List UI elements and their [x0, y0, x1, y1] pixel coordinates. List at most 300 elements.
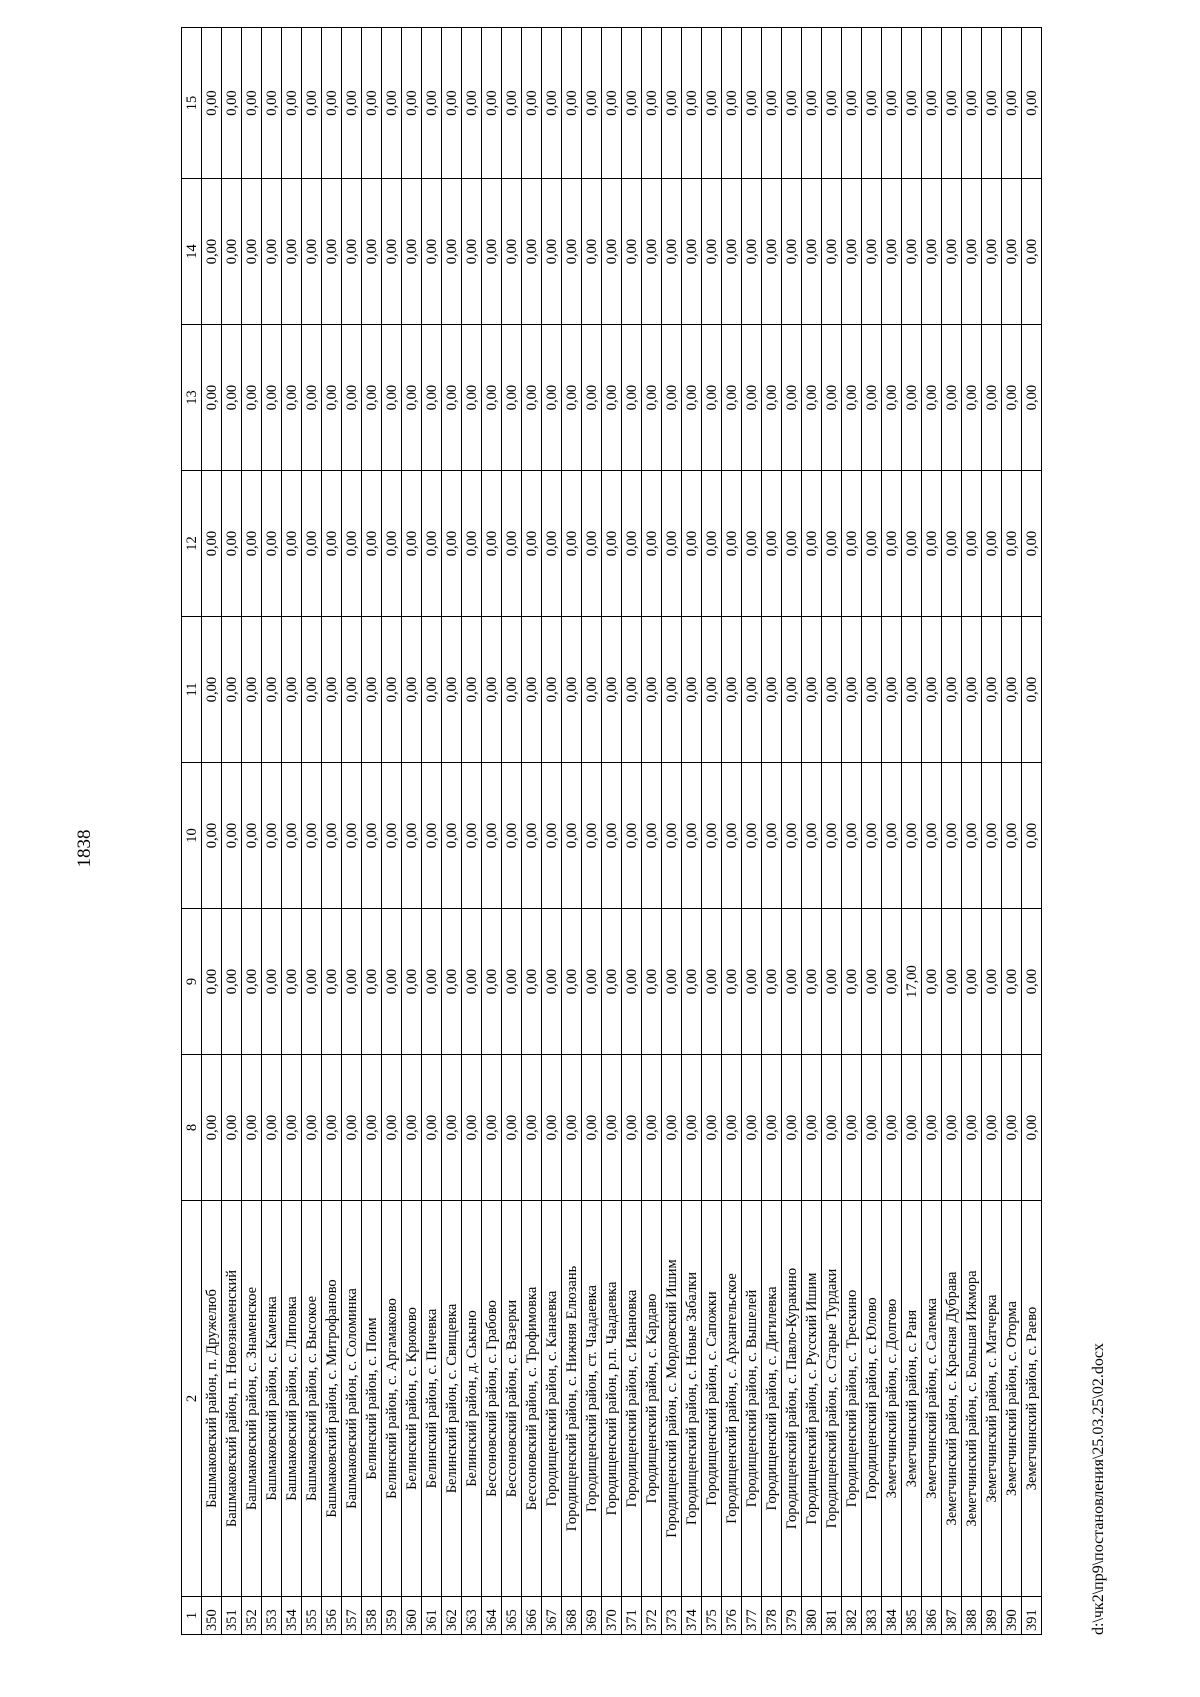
locality-name-cell: Городищенский район, с. Старые Турдаки	[822, 1201, 842, 1597]
value-cell: 0,00	[262, 763, 282, 909]
value-cell: 0,00	[422, 28, 442, 179]
column-header: 15	[182, 28, 202, 179]
value-cell: 0,00	[862, 617, 882, 763]
value-cell: 0,00	[202, 179, 222, 325]
value-cell: 0,00	[362, 909, 382, 1055]
locality-name-cell: Башмаковский район, с. Каменка	[262, 1201, 282, 1597]
value-cell: 0,00	[762, 325, 782, 471]
value-cell: 0,00	[222, 325, 242, 471]
value-cell: 0,00	[822, 471, 842, 617]
value-cell: 0,00	[462, 471, 482, 617]
row-number-cell: 365	[502, 1597, 522, 1635]
value-cell: 0,00	[282, 179, 302, 325]
value-cell: 0,00	[362, 179, 382, 325]
value-cell: 0,00	[502, 763, 522, 909]
value-cell: 0,00	[482, 471, 502, 617]
value-cell: 0,00	[362, 471, 382, 617]
value-cell: 0,00	[682, 1055, 702, 1201]
value-cell: 0,00	[602, 909, 622, 1055]
value-cell: 0,00	[202, 471, 222, 617]
locality-name-cell: Башмаковский район, с. Соломинка	[342, 1201, 362, 1597]
value-cell: 0,00	[942, 1055, 962, 1201]
table-row	[582, 28, 602, 1635]
column-header: 11	[182, 617, 202, 763]
value-cell: 0,00	[442, 909, 462, 1055]
locality-name-cell: Башмаковский район, с. Липовка	[282, 1201, 302, 1597]
value-cell: 0,00	[242, 617, 262, 763]
value-cell: 0,00	[342, 909, 362, 1055]
table-row	[802, 28, 822, 1635]
value-cell: 0,00	[962, 1055, 982, 1201]
table-row	[782, 28, 802, 1635]
value-cell: 0,00	[522, 179, 542, 325]
row-number-cell: 352	[242, 1597, 262, 1635]
value-cell: 0,00	[222, 28, 242, 179]
locality-name-cell: Городищенский район, с. Трескино	[842, 1201, 862, 1597]
value-cell: 0,00	[342, 617, 362, 763]
value-cell: 0,00	[442, 28, 462, 179]
value-cell: 0,00	[562, 1055, 582, 1201]
value-cell: 0,00	[622, 471, 642, 617]
table-row	[702, 28, 722, 1635]
value-cell: 0,00	[342, 179, 362, 325]
value-cell: 0,00	[622, 909, 642, 1055]
row-number-cell: 366	[522, 1597, 542, 1635]
value-cell: 0,00	[502, 909, 522, 1055]
locality-name-cell: Бессоновский район, с. Вазерки	[502, 1201, 522, 1597]
locality-name-cell: Городищенский район, с. Мордовский Ишим	[662, 1201, 682, 1597]
value-cell: 0,00	[462, 1055, 482, 1201]
value-cell: 0,00	[942, 763, 962, 909]
value-cell: 17,00	[902, 909, 922, 1055]
value-cell: 0,00	[422, 909, 442, 1055]
value-cell: 0,00	[722, 763, 742, 909]
value-cell: 0,00	[382, 179, 402, 325]
locality-name-cell: Земетчинский район, с. Раня	[902, 1201, 922, 1597]
value-cell: 0,00	[1002, 909, 1022, 1055]
value-cell: 0,00	[922, 763, 942, 909]
row-number-cell: 375	[702, 1597, 722, 1635]
value-cell: 0,00	[802, 471, 822, 617]
value-cell: 0,00	[842, 28, 862, 179]
row-number-cell: 356	[322, 1597, 342, 1635]
table-row	[622, 28, 642, 1635]
value-cell: 0,00	[682, 763, 702, 909]
table-row	[262, 28, 282, 1635]
value-cell: 0,00	[362, 763, 382, 909]
locality-name-cell: Бессоновский район, с. Грабово	[482, 1201, 502, 1597]
table-row	[822, 28, 842, 1635]
value-cell: 0,00	[462, 28, 482, 179]
value-cell: 0,00	[922, 1055, 942, 1201]
locality-name-cell: Белинский район, с. Аргамаково	[382, 1201, 402, 1597]
row-number-cell: 381	[822, 1597, 842, 1635]
value-cell: 0,00	[822, 28, 842, 179]
value-cell: 0,00	[322, 471, 342, 617]
locality-name-cell: Бессоновский район, с. Трофимовка	[522, 1201, 542, 1597]
value-cell: 0,00	[802, 28, 822, 179]
value-cell: 0,00	[342, 28, 362, 179]
value-cell: 0,00	[762, 617, 782, 763]
column-header: 14	[182, 179, 202, 325]
data-table	[181, 27, 1042, 1635]
value-cell: 0,00	[722, 179, 742, 325]
table-row	[422, 28, 442, 1635]
value-cell: 0,00	[362, 617, 382, 763]
value-cell: 0,00	[942, 325, 962, 471]
row-number-cell: 373	[662, 1597, 682, 1635]
value-cell: 0,00	[662, 28, 682, 179]
value-cell: 0,00	[742, 1055, 762, 1201]
value-cell: 0,00	[882, 28, 902, 179]
value-cell: 0,00	[262, 471, 282, 617]
locality-name-cell: Городищенский район, с. Канаевка	[542, 1201, 562, 1597]
row-number-cell: 382	[842, 1597, 862, 1635]
value-cell: 0,00	[742, 909, 762, 1055]
value-cell: 0,00	[462, 179, 482, 325]
value-cell: 0,00	[742, 179, 762, 325]
value-cell: 0,00	[862, 179, 882, 325]
value-cell: 0,00	[642, 1055, 662, 1201]
locality-name-cell: Городищенский район, р.п. Чаадаевка	[602, 1201, 622, 1597]
value-cell: 0,00	[482, 909, 502, 1055]
footer-file-path: d:\чк2\пр9\постановления\25.03.25\02.docx	[1090, 1343, 1107, 1635]
value-cell: 0,00	[382, 28, 402, 179]
row-number-cell: 376	[722, 1597, 742, 1635]
row-number-cell: 384	[882, 1597, 902, 1635]
value-cell: 0,00	[562, 909, 582, 1055]
locality-name-cell: Белинский район, д. Ськыно	[462, 1201, 482, 1597]
value-cell: 0,00	[842, 1055, 862, 1201]
row-number-cell: 390	[1002, 1597, 1022, 1635]
value-cell: 0,00	[602, 28, 622, 179]
value-cell: 0,00	[922, 28, 942, 179]
value-cell: 0,00	[242, 763, 262, 909]
value-cell: 0,00	[1002, 471, 1022, 617]
table-row	[982, 28, 1002, 1635]
value-cell: 0,00	[582, 179, 602, 325]
locality-name-cell: Земетчинский район, с. Матчерка	[982, 1201, 1002, 1597]
value-cell: 0,00	[222, 179, 242, 325]
value-cell: 0,00	[942, 28, 962, 179]
row-number-cell: 371	[622, 1597, 642, 1635]
value-cell: 0,00	[902, 1055, 922, 1201]
value-cell: 0,00	[382, 763, 402, 909]
column-header: 8	[182, 1055, 202, 1201]
value-cell: 0,00	[282, 617, 302, 763]
value-cell: 0,00	[242, 325, 262, 471]
value-cell: 0,00	[1022, 617, 1042, 763]
value-cell: 0,00	[482, 179, 502, 325]
value-cell: 0,00	[422, 1055, 442, 1201]
row-number-cell: 355	[302, 1597, 322, 1635]
table-row	[462, 28, 482, 1635]
value-cell: 0,00	[922, 909, 942, 1055]
value-cell: 0,00	[582, 763, 602, 909]
row-number-cell: 369	[582, 1597, 602, 1635]
value-cell: 0,00	[302, 179, 322, 325]
row-number-cell: 387	[942, 1597, 962, 1635]
value-cell: 0,00	[302, 763, 322, 909]
value-cell: 0,00	[242, 1055, 262, 1201]
locality-name-cell: Земетчинский район, с. Оторма	[1002, 1201, 1022, 1597]
value-cell: 0,00	[982, 325, 1002, 471]
value-cell: 0,00	[782, 763, 802, 909]
value-cell: 0,00	[482, 763, 502, 909]
value-cell: 0,00	[442, 763, 462, 909]
table-row	[542, 28, 562, 1635]
locality-name-cell: Башмаковский район, с. Знаменское	[242, 1201, 262, 1597]
row-number-cell: 377	[742, 1597, 762, 1635]
value-cell: 0,00	[402, 909, 422, 1055]
value-cell: 0,00	[662, 763, 682, 909]
value-cell: 0,00	[662, 471, 682, 617]
table-row	[402, 28, 422, 1635]
value-cell: 0,00	[682, 471, 702, 617]
table-row	[242, 28, 262, 1635]
table-row	[342, 28, 362, 1635]
value-cell: 0,00	[682, 909, 702, 1055]
value-cell: 0,00	[622, 617, 642, 763]
value-cell: 0,00	[542, 617, 562, 763]
value-cell: 0,00	[682, 179, 702, 325]
value-cell: 0,00	[1022, 763, 1042, 909]
row-number-cell: 385	[902, 1597, 922, 1635]
value-cell: 0,00	[422, 179, 442, 325]
value-cell: 0,00	[502, 471, 522, 617]
value-cell: 0,00	[1022, 909, 1042, 1055]
row-number-cell: 388	[962, 1597, 982, 1635]
column-header: 1	[182, 1597, 202, 1635]
row-number-cell: 359	[382, 1597, 402, 1635]
table-row	[742, 28, 762, 1635]
table-row	[202, 28, 222, 1635]
value-cell: 0,00	[822, 179, 842, 325]
value-cell: 0,00	[282, 471, 302, 617]
locality-name-cell: Городищенский район, с. Нижняя Елюзань	[562, 1201, 582, 1597]
row-number-cell: 362	[442, 1597, 462, 1635]
value-cell: 0,00	[822, 909, 842, 1055]
value-cell: 0,00	[922, 617, 942, 763]
value-cell: 0,00	[922, 471, 942, 617]
value-cell: 0,00	[762, 763, 782, 909]
value-cell: 0,00	[262, 909, 282, 1055]
value-cell: 0,00	[262, 179, 282, 325]
value-cell: 0,00	[442, 617, 462, 763]
value-cell: 0,00	[782, 617, 802, 763]
value-cell: 0,00	[502, 28, 522, 179]
value-cell: 0,00	[702, 325, 722, 471]
value-cell: 0,00	[882, 1055, 902, 1201]
value-cell: 0,00	[1002, 179, 1022, 325]
value-cell: 0,00	[542, 909, 562, 1055]
locality-name-cell: Земетчинский район, с. Красная Дубрава	[942, 1201, 962, 1597]
table-row	[442, 28, 462, 1635]
value-cell: 0,00	[442, 471, 462, 617]
value-cell: 0,00	[862, 1055, 882, 1201]
row-number-cell: 378	[762, 1597, 782, 1635]
value-cell: 0,00	[862, 325, 882, 471]
value-cell: 0,00	[742, 325, 762, 471]
value-cell: 0,00	[562, 471, 582, 617]
locality-name-cell: Городищенский район, с. Юлово	[862, 1201, 882, 1597]
row-number-cell: 364	[482, 1597, 502, 1635]
value-cell: 0,00	[1002, 325, 1022, 471]
value-cell: 0,00	[382, 617, 402, 763]
table-row	[302, 28, 322, 1635]
locality-name-cell: Городищенский район, с. Архангельское	[722, 1201, 742, 1597]
value-cell: 0,00	[362, 325, 382, 471]
value-cell: 0,00	[362, 1055, 382, 1201]
value-cell: 0,00	[902, 617, 922, 763]
value-cell: 0,00	[402, 617, 422, 763]
locality-name-cell: Городищенский район, с. Дигилевка	[762, 1201, 782, 1597]
column-header: 12	[182, 471, 202, 617]
table-row	[522, 28, 542, 1635]
value-cell: 0,00	[422, 325, 442, 471]
column-header: 2	[182, 1201, 202, 1597]
value-cell: 0,00	[862, 28, 882, 179]
value-cell: 0,00	[382, 1055, 402, 1201]
value-cell: 0,00	[322, 325, 342, 471]
value-cell: 0,00	[742, 763, 762, 909]
table-row	[942, 28, 962, 1635]
value-cell: 0,00	[462, 763, 482, 909]
value-cell: 0,00	[222, 909, 242, 1055]
value-cell: 0,00	[322, 617, 342, 763]
row-number-cell: 361	[422, 1597, 442, 1635]
value-cell: 0,00	[802, 763, 822, 909]
value-cell: 0,00	[782, 179, 802, 325]
value-cell: 0,00	[1022, 28, 1042, 179]
value-cell: 0,00	[662, 1055, 682, 1201]
row-number-cell: 363	[462, 1597, 482, 1635]
value-cell: 0,00	[782, 471, 802, 617]
value-cell: 0,00	[982, 617, 1002, 763]
row-number-cell: 358	[362, 1597, 382, 1635]
value-cell: 0,00	[862, 763, 882, 909]
locality-name-cell: Земетчинский район, с. Долгово	[882, 1201, 902, 1597]
value-cell: 0,00	[902, 471, 922, 617]
value-cell: 0,00	[762, 471, 782, 617]
value-cell: 0,00	[222, 617, 242, 763]
value-cell: 0,00	[282, 909, 302, 1055]
value-cell: 0,00	[902, 325, 922, 471]
value-cell: 0,00	[882, 617, 902, 763]
row-number-cell: 353	[262, 1597, 282, 1635]
value-cell: 0,00	[762, 28, 782, 179]
table-row	[722, 28, 742, 1635]
value-cell: 0,00	[622, 179, 642, 325]
value-cell: 0,00	[782, 909, 802, 1055]
value-cell: 0,00	[222, 471, 242, 617]
value-cell: 0,00	[242, 471, 262, 617]
value-cell: 0,00	[942, 909, 962, 1055]
value-cell: 0,00	[942, 471, 962, 617]
value-cell: 0,00	[722, 1055, 742, 1201]
row-number-cell: 391	[1022, 1597, 1042, 1635]
value-cell: 0,00	[962, 909, 982, 1055]
value-cell: 0,00	[822, 617, 842, 763]
locality-name-cell: Белинский район, с. Свищевка	[442, 1201, 462, 1597]
value-cell: 0,00	[202, 763, 222, 909]
value-cell: 0,00	[582, 471, 602, 617]
value-cell: 0,00	[742, 617, 762, 763]
value-cell: 0,00	[522, 763, 542, 909]
row-number-cell: 357	[342, 1597, 362, 1635]
value-cell: 0,00	[402, 28, 422, 179]
column-header: 13	[182, 325, 202, 471]
value-cell: 0,00	[262, 28, 282, 179]
header-row	[182, 28, 202, 1635]
value-cell: 0,00	[582, 325, 602, 471]
table-row	[602, 28, 622, 1635]
value-cell: 0,00	[1002, 617, 1022, 763]
value-cell: 0,00	[382, 471, 402, 617]
value-cell: 0,00	[322, 763, 342, 909]
value-cell: 0,00	[622, 28, 642, 179]
value-cell: 0,00	[962, 471, 982, 617]
value-cell: 0,00	[522, 617, 542, 763]
value-cell: 0,00	[602, 617, 622, 763]
value-cell: 0,00	[402, 325, 422, 471]
table-row	[882, 28, 902, 1635]
value-cell: 0,00	[682, 28, 702, 179]
value-cell: 0,00	[562, 28, 582, 179]
table-row	[502, 28, 522, 1635]
value-cell: 0,00	[602, 763, 622, 909]
value-cell: 0,00	[482, 617, 502, 763]
value-cell: 0,00	[442, 1055, 462, 1201]
value-cell: 0,00	[482, 325, 502, 471]
value-cell: 0,00	[942, 617, 962, 763]
table-row	[762, 28, 782, 1635]
value-cell: 0,00	[302, 325, 322, 471]
row-number-cell: 383	[862, 1597, 882, 1635]
row-number-cell: 389	[982, 1597, 1002, 1635]
value-cell: 0,00	[802, 179, 822, 325]
value-cell: 0,00	[322, 28, 342, 179]
locality-name-cell: Городищенский район, с. Павло-Куракино	[782, 1201, 802, 1597]
value-cell: 0,00	[882, 909, 902, 1055]
value-cell: 0,00	[462, 909, 482, 1055]
value-cell: 0,00	[742, 471, 762, 617]
value-cell: 0,00	[282, 28, 302, 179]
value-cell: 0,00	[342, 325, 362, 471]
value-cell: 0,00	[422, 471, 442, 617]
value-cell: 0,00	[642, 617, 662, 763]
locality-name-cell: Земетчинский район, с. Салемка	[922, 1201, 942, 1597]
page-number: 1838	[74, 829, 95, 868]
value-cell: 0,00	[842, 325, 862, 471]
value-cell: 0,00	[982, 909, 1002, 1055]
value-cell: 0,00	[402, 1055, 422, 1201]
value-cell: 0,00	[702, 471, 722, 617]
value-cell: 0,00	[642, 909, 662, 1055]
row-number-cell: 351	[222, 1597, 242, 1635]
value-cell: 0,00	[722, 471, 742, 617]
value-cell: 0,00	[842, 909, 862, 1055]
value-cell: 0,00	[1002, 763, 1022, 909]
value-cell: 0,00	[342, 471, 362, 617]
column-header: 10	[182, 763, 202, 909]
value-cell: 0,00	[502, 179, 522, 325]
locality-name-cell: Белинский район, с. Пичевка	[422, 1201, 442, 1597]
value-cell: 0,00	[982, 179, 1002, 325]
value-cell: 0,00	[642, 763, 662, 909]
value-cell: 0,00	[522, 471, 542, 617]
value-cell: 0,00	[1002, 1055, 1022, 1201]
